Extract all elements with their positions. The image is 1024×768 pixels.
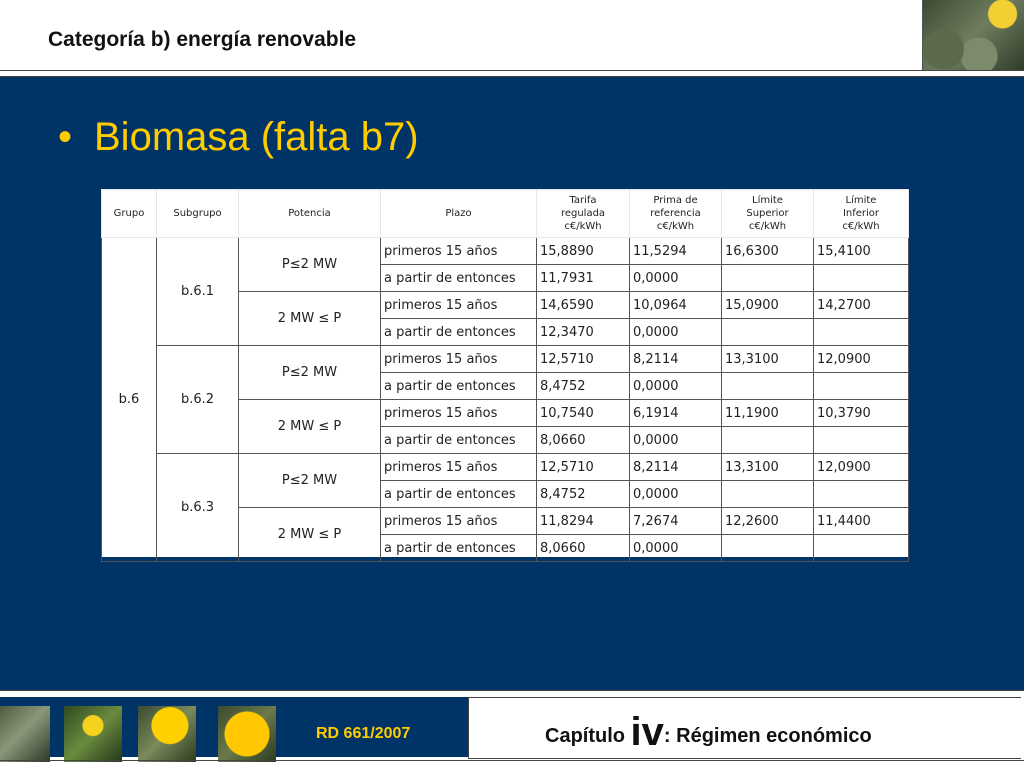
plazo-cell: primeros 15 años [381, 292, 537, 319]
limite-inferior-cell: 12,0900 [814, 454, 909, 481]
tariff-table-body [102, 238, 909, 562]
tarifa-cell: 8,4752 [537, 373, 630, 400]
chapter-title: Capítulo iv: Régimen económico [545, 710, 872, 754]
limite-inferior-cell: 12,0900 [814, 346, 909, 373]
prima-cell: 0,0000 [630, 535, 722, 562]
limite-inferior-cell [814, 265, 909, 292]
limite-inferior-cell [814, 373, 909, 400]
flower-thumbnail-4 [218, 706, 276, 762]
subgrupo-cell: b.6.1 [157, 238, 239, 346]
prima-cell: 7,2674 [630, 508, 722, 535]
limite-superior-cell: 13,3100 [722, 454, 814, 481]
potencia-cell: 2 MW ≤ P [239, 508, 381, 562]
col-header-plazo: Plazo [381, 190, 537, 238]
col-header-potencia: Potencia [239, 190, 381, 238]
limite-inferior-cell: 14,2700 [814, 292, 909, 319]
footer-bottom-divider [0, 760, 1024, 761]
limite-inferior-cell [814, 319, 909, 346]
table-header-row [102, 190, 909, 238]
tarifa-cell: 8,0660 [537, 427, 630, 454]
slide-footer [0, 690, 1024, 768]
grupo-cell: b.6 [102, 238, 157, 562]
limite-inferior-cell [814, 427, 909, 454]
potencia-cell: 2 MW ≤ P [239, 292, 381, 346]
limite-superior-cell: 16,6300 [722, 238, 814, 265]
tarifa-cell: 12,3470 [537, 319, 630, 346]
limite-superior-cell [722, 427, 814, 454]
decree-label: RD 661/2007 [316, 725, 411, 742]
limite-superior-cell: 15,0900 [722, 292, 814, 319]
tariff-table-container [101, 189, 908, 557]
plazo-cell: primeros 15 años [381, 238, 537, 265]
limite-superior-cell [722, 319, 814, 346]
prima-cell: 8,2114 [630, 346, 722, 373]
limite-superior-cell [722, 265, 814, 292]
tarifa-cell: 12,5710 [537, 454, 630, 481]
limite-superior-cell: 13,3100 [722, 346, 814, 373]
limite-inferior-cell [814, 535, 909, 562]
plazo-cell: a partir de entonces [381, 481, 537, 508]
plazo-cell: a partir de entonces [381, 373, 537, 400]
col-header-grupo: Grupo [102, 190, 157, 238]
slide-title: Categoría b) energía renovable [48, 28, 357, 51]
prima-cell: 8,2114 [630, 454, 722, 481]
potencia-cell: P≤2 MW [239, 346, 381, 400]
potencia-cell: 2 MW ≤ P [239, 400, 381, 454]
limite-superior-cell: 11,1900 [722, 400, 814, 427]
prima-cell: 0,0000 [630, 481, 722, 508]
col-header-tarifa: Tarifa regulada c€/kWh [537, 190, 630, 238]
prima-cell: 0,0000 [630, 373, 722, 400]
chapter-box [468, 697, 1021, 759]
slide-heading: Biomasa (falta b7) [94, 115, 419, 159]
tarifa-cell: 11,7931 [537, 265, 630, 292]
limite-superior-cell [722, 535, 814, 562]
subgrupo-cell: b.6.3 [157, 454, 239, 562]
plazo-cell: primeros 15 años [381, 508, 537, 535]
tarifa-cell: 15,8890 [537, 238, 630, 265]
plazo-cell: primeros 15 años [381, 400, 537, 427]
tarifa-cell: 11,8294 [537, 508, 630, 535]
plazo-cell: a partir de entonces [381, 319, 537, 346]
limite-superior-cell: 12,2600 [722, 508, 814, 535]
prima-cell: 0,0000 [630, 427, 722, 454]
col-header-prima: Prima de referencia c€/kWh [630, 190, 722, 238]
plazo-cell: a partir de entonces [381, 535, 537, 562]
limite-inferior-cell: 15,4100 [814, 238, 909, 265]
tariff-table [101, 189, 909, 562]
prima-cell: 0,0000 [630, 265, 722, 292]
subgrupo-cell: b.6.2 [157, 346, 239, 454]
table-row [102, 346, 909, 373]
footer-divider [0, 690, 1024, 691]
flower-thumbnail-3 [138, 706, 196, 762]
slide-body [0, 77, 1024, 690]
table-row [102, 238, 909, 265]
limite-inferior-cell: 10,3790 [814, 400, 909, 427]
col-header-subgrupo: Subgrupo [157, 190, 239, 238]
potencia-cell: P≤2 MW [239, 238, 381, 292]
bullet-icon: • [58, 115, 73, 159]
potencia-cell: P≤2 MW [239, 454, 381, 508]
tarifa-cell: 8,0660 [537, 535, 630, 562]
limite-superior-cell [722, 373, 814, 400]
plazo-cell: a partir de entonces [381, 265, 537, 292]
prima-cell: 11,5294 [630, 238, 722, 265]
tarifa-cell: 14,6590 [537, 292, 630, 319]
tarifa-cell: 10,7540 [537, 400, 630, 427]
limite-superior-cell [722, 481, 814, 508]
limite-inferior-cell [814, 481, 909, 508]
slide-header [0, 0, 1024, 71]
table-row [102, 454, 909, 481]
tarifa-cell: 12,5710 [537, 346, 630, 373]
plazo-cell: primeros 15 años [381, 454, 537, 481]
limite-inferior-cell: 11,4400 [814, 508, 909, 535]
plazo-cell: primeros 15 años [381, 346, 537, 373]
flower-thumbnail-2 [64, 706, 122, 762]
plazo-cell: a partir de entonces [381, 427, 537, 454]
col-header-limite-superior: Límite Superior c€/kWh [722, 190, 814, 238]
col-header-limite-inferior: Límite Inferior c€/kWh [814, 190, 909, 238]
prima-cell: 6,1914 [630, 400, 722, 427]
flower-photo-header [922, 0, 1024, 70]
prima-cell: 10,0964 [630, 292, 722, 319]
prima-cell: 0,0000 [630, 319, 722, 346]
tarifa-cell: 8,4752 [537, 481, 630, 508]
flower-thumbnail-1 [0, 706, 50, 762]
